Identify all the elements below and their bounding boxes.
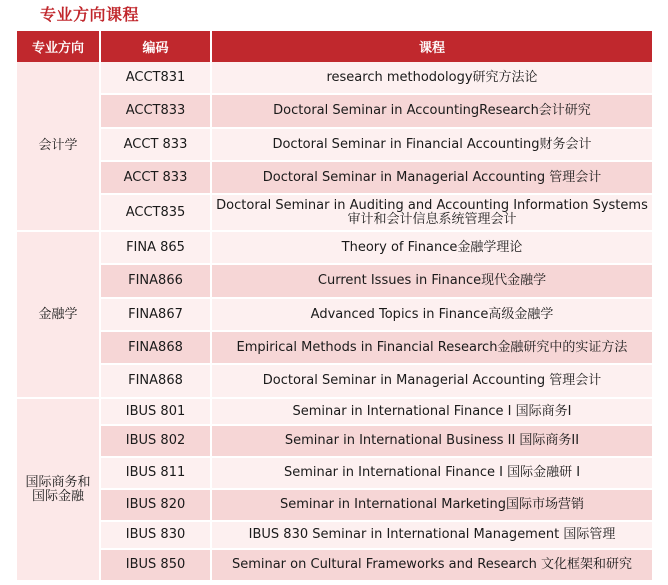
table-row <box>17 162 652 195</box>
table-row <box>17 299 652 332</box>
major-name: 国际商务和 <box>25 474 91 490</box>
course-code: IBUS 830 <box>101 522 212 550</box>
table-row <box>17 129 652 162</box>
course-name-line: 审计和会计信息系统管理会计 <box>347 211 517 227</box>
course-name <box>212 95 652 129</box>
course-name <box>212 458 652 490</box>
course-name <box>212 62 652 95</box>
table-row <box>17 95 652 129</box>
course-name-line: Theory of Finance金融学理论 <box>341 239 523 255</box>
table-header <box>17 31 652 62</box>
course-code: FINA866 <box>101 265 212 299</box>
table-row <box>17 365 652 399</box>
table-row <box>17 265 652 299</box>
course-code: FINA868 <box>101 365 212 399</box>
course-name <box>212 332 652 365</box>
course-code: IBUS 802 <box>101 426 212 458</box>
page-title: 专业方向课程 <box>40 5 140 24</box>
course-name-line: Seminar in International Finance I 国际商务I <box>292 403 572 419</box>
course-code: FINA868 <box>101 332 212 365</box>
header-major: 专业方向 <box>17 31 101 62</box>
major-name: 会计学 <box>38 138 78 153</box>
course-name-line: Doctoral Seminar in Managerial Accounting 管理会计 <box>262 169 602 185</box>
major-name: 国际金融 <box>31 488 84 504</box>
course-name-line: Doctoral Seminar in Auditing and Accounting Information Systems <box>216 197 648 213</box>
table-row <box>17 522 652 550</box>
course-table <box>17 31 652 582</box>
course-code: FINA867 <box>101 299 212 332</box>
course-code: IBUS 850 <box>101 550 212 582</box>
course-name-line: Doctoral Seminar in Managerial Accounting 管理会计 <box>262 373 602 388</box>
course-code: IBUS 801 <box>101 399 212 426</box>
course-name-line: Doctoral Seminar in Financial Accounting财务会计 <box>272 136 592 152</box>
course-name <box>212 129 652 162</box>
course-name <box>212 550 652 582</box>
course-name-line: Empirical Methods in Financial Research金融研究中的实证方法 <box>236 339 628 355</box>
major-name: 金融学 <box>38 306 78 322</box>
course-name-line: Doctoral Seminar in AccountingResearch会计研究 <box>273 103 591 118</box>
course-name <box>212 426 652 458</box>
table-row <box>17 195 652 232</box>
course-name <box>212 265 652 299</box>
table-row <box>17 62 652 95</box>
course-code: IBUS 820 <box>101 490 212 522</box>
course-name-line: Seminar on Cultural Frameworks and Research 文化框架和研究 <box>231 557 633 572</box>
course-code: ACCT833 <box>101 95 212 129</box>
course-code: IBUS 811 <box>101 458 212 490</box>
table-row <box>17 232 652 265</box>
table-row <box>17 399 652 426</box>
table-row <box>17 426 652 458</box>
course-name-line: research methodology研究方法论 <box>326 69 538 85</box>
table-row <box>17 458 652 490</box>
course-name-line: Seminar in International Finance I 国际金融研 I <box>283 465 581 480</box>
course-code: FINA 865 <box>101 232 212 265</box>
course-name <box>212 522 652 550</box>
table-row <box>17 490 652 522</box>
course-name <box>212 365 652 399</box>
header-course: 课程 <box>212 31 652 62</box>
course-name <box>212 399 652 426</box>
major-cell <box>17 62 101 232</box>
major-cell <box>17 232 101 399</box>
header-code: 编码 <box>101 31 212 62</box>
course-code: ACCT835 <box>101 195 212 232</box>
course-code: ACCT 833 <box>101 162 212 195</box>
course-name <box>212 195 652 232</box>
table-body <box>17 62 652 582</box>
course-name-line: IBUS 830 Seminar in International Management 国际管理 <box>248 527 616 542</box>
course-name-line: Advanced Topics in Finance高级金融学 <box>310 306 554 322</box>
course-name <box>212 490 652 522</box>
course-name-line: Seminar in International Business II 国际商务II <box>284 433 580 448</box>
table-row <box>17 550 652 582</box>
course-name <box>212 232 652 265</box>
course-code: ACCT 833 <box>101 129 212 162</box>
course-name-line: Seminar in International Marketing国际市场营销 <box>279 497 585 512</box>
course-name-line: Current Issues in Finance现代金融学 <box>317 273 547 288</box>
major-cell <box>17 399 101 582</box>
course-name <box>212 162 652 195</box>
course-name <box>212 299 652 332</box>
table-row <box>17 332 652 365</box>
course-code: ACCT831 <box>101 62 212 95</box>
